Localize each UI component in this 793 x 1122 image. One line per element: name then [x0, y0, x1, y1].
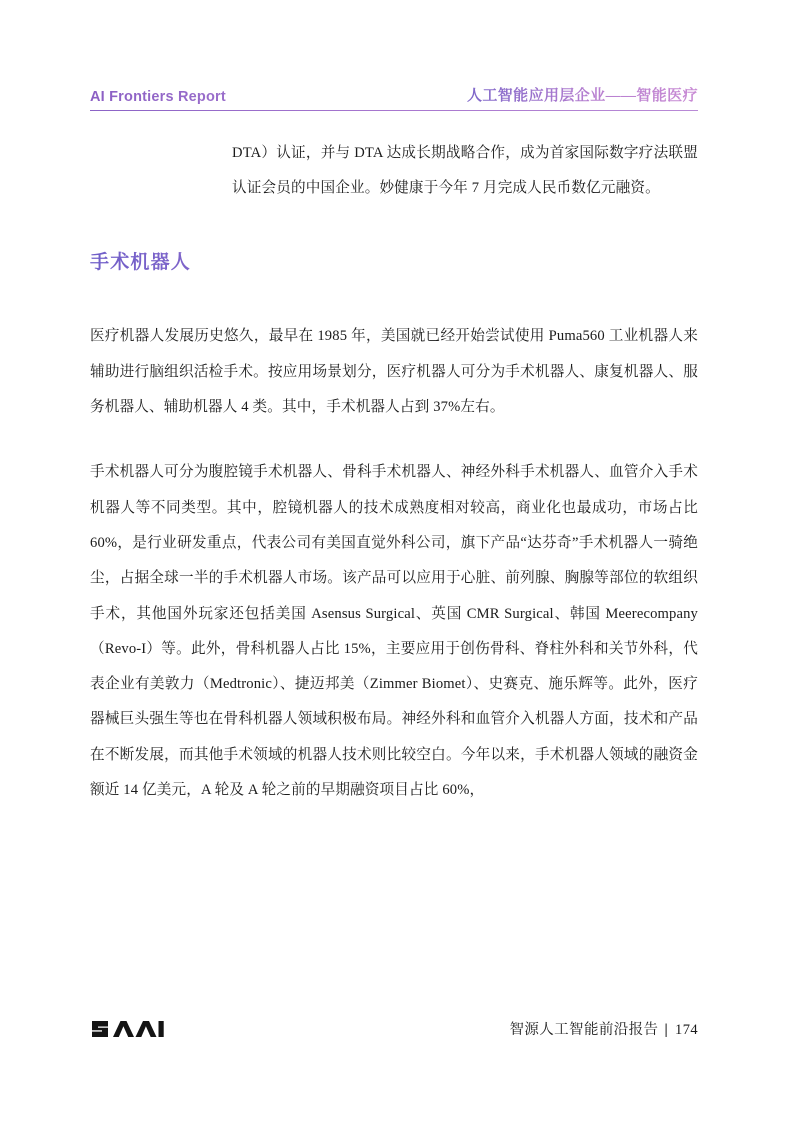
- spacer: [90, 207, 698, 251]
- page-footer: [90, 1018, 698, 1039]
- section-heading: 手术机器人: [90, 251, 698, 276]
- header-divider-rule: [90, 110, 698, 111]
- body-paragraph-2: 手术机器人可分为腹腔镜手术机器人、骨科手术机器人、神经外科手术机器人、血管介入手术机器人等不同类型。其中，腔镜机器人的技术成熟度相对较高，商业化也最成功，市场占比 60%，是行业研发重点，代表公司有美国直觉外科公司，旗下产品“达芬奇”手术机器人一骑绝尘，占据全球一半的手术机器人市场。该产品可以应用于心脏、前列腺、胸腺等部位的软组织手术，其他国外玩家还包括美国 Asensus Surgical、英国 CMR Surgical、韩国 Meerecompany（Revo-I）等。此外，骨科机器人占比 15%，主要应用于创伤骨科、脊柱外科和关节外科，代表企业有美敦力（Medtronic）、捷迈邦美（Zimmer Biomet）、史赛克、施乐辉等。此外，医疗器械巨头强生等也在骨科机器人领域积极布局。神经外科和血管介入机器人方面，技术和产品在不断发展，而其他手术领域的机器人技术则比较空白。今年以来，手术机器人领域的融资金额近 14 亿美元，A 轮及 A 轮之前的早期融资项目占比 60%，: [90, 464, 698, 799]
- footer-meta: [509, 1018, 698, 1039]
- page-header: [90, 84, 698, 105]
- footer-page-number: 174: [675, 1022, 698, 1038]
- body-paragraph-1: 医疗机器人发展历史悠久，最早在 1985 年，美国就已经开始尝试使用 Puma560 工业机器人来辅助进行脑组织活检手术。按应用场景划分，医疗机器人可分为手术机器人、康复机器人、服务机器人、辅助机器人 4 类。其中，手术机器人占到 37%左右。: [90, 328, 698, 415]
- footer-separator: |: [664, 1022, 669, 1038]
- spacer: [90, 425, 698, 455]
- header-section-title: 人工智能应用层企业——智能医疗: [467, 84, 698, 105]
- page-content: [90, 136, 698, 808]
- spacer: [90, 275, 698, 319]
- continued-paragraph: DTA）认证，并与 DTA 达成长期战略合作，成为首家国际数字疗法联盟认证会员的中国企业。妙健康于今年 7 月完成人民币数亿元融资。: [232, 145, 698, 197]
- footer-report-label: 智源人工智能前沿报告: [509, 1022, 659, 1038]
- header-report-title: AI Frontiers Report: [90, 89, 226, 105]
- baai-logo: [90, 1019, 164, 1039]
